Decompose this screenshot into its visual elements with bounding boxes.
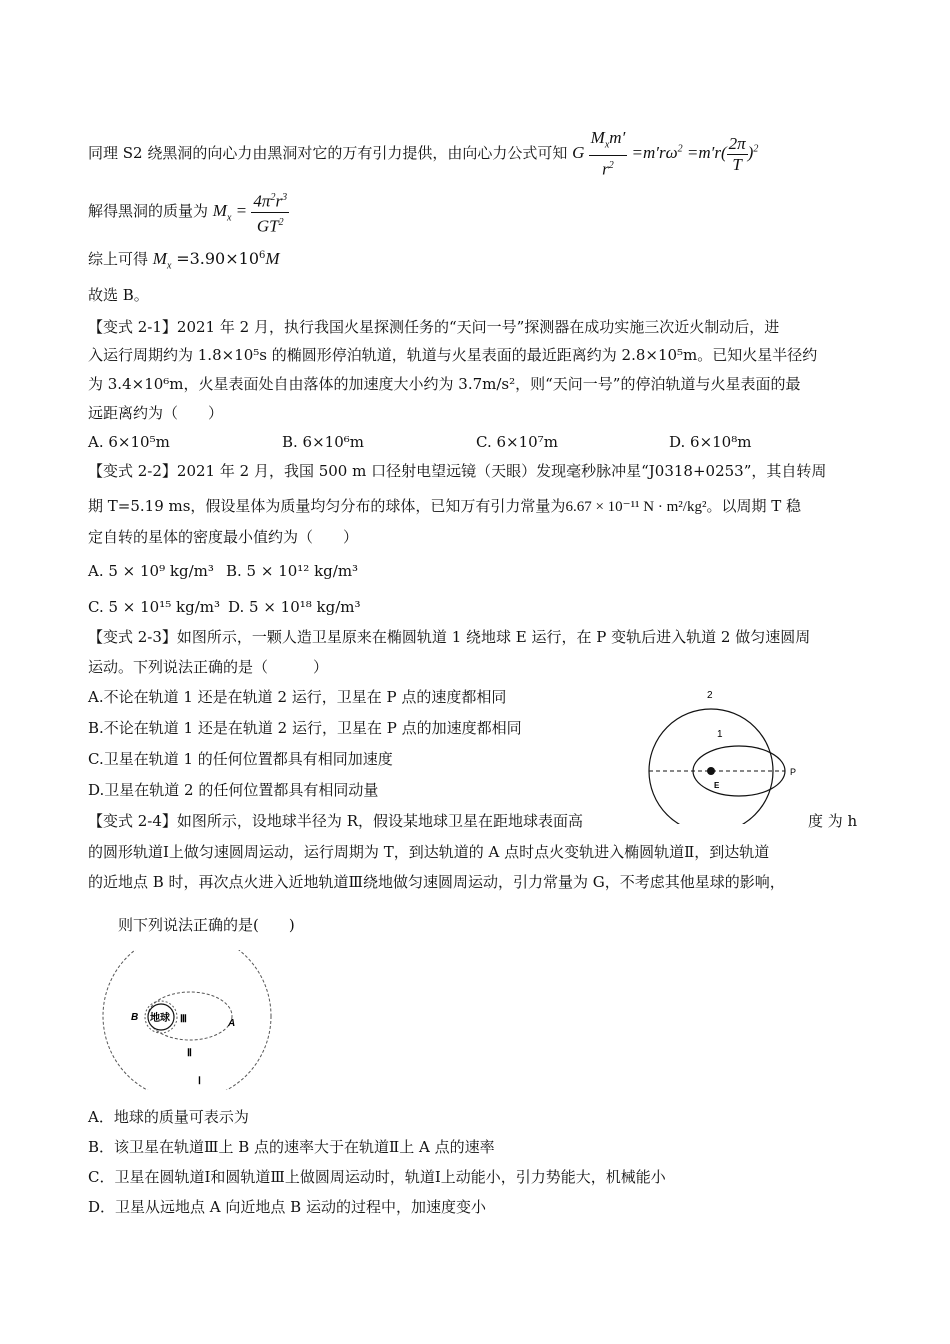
label-earth-e: E — [714, 781, 720, 790]
q24-option-a[interactable]: A．地球的质量可表示为 — [88, 1108, 249, 1126]
label-point-b: B — [131, 1012, 139, 1023]
q24-line1-b: 度 为 h — [808, 812, 858, 830]
text-line — [88, 188, 289, 236]
question-21-line3: 为 3.4×10⁶m，火星表面处自由落体的加速度大小约为 3.7m/s²，则“天问一号”的停泊轨道与火星表面的最 — [88, 375, 801, 393]
text-line — [88, 245, 280, 277]
formula-result: $M_x$ — [152, 249, 172, 272]
formula-mass: $M_x$ = $\frac{4\pi^2r^3}{GT^2}$ — [213, 201, 289, 220]
question-22-line2 — [88, 495, 801, 518]
question-24-line4: 则下列说法正确的是( ) — [118, 916, 295, 934]
q24-option-c[interactable]: C．卫星在圆轨道Ⅰ和圆轨道Ⅲ上做圆周运动时，轨道Ⅰ上动能小，引力势能大，机械能小 — [88, 1168, 666, 1186]
label-orbit-1: 1 — [717, 729, 723, 740]
orbit-I — [103, 950, 271, 1090]
question-23-line2: 运动。下列说法正确的是（ ） — [88, 658, 329, 676]
result-value: =3.90×10 — [176, 249, 259, 268]
label-orbit-2: 2 — [707, 690, 713, 701]
q24-option-b[interactable]: B．该卫星在轨道Ⅲ上 B 点的速率大于在轨道Ⅱ上 A 点的速率 — [88, 1138, 495, 1156]
label-point-p: P — [790, 767, 797, 777]
earth-dot — [707, 767, 715, 775]
circular-orbit-2 — [649, 709, 773, 824]
question-22-line3: 定自转的星体的密度最小值约为（ ） — [88, 528, 359, 546]
orbit-diagram-24 — [92, 950, 272, 1090]
question-21-line2: 入运行周期约为 1.8×10⁵s 的椭圆形停泊轨道，轨道与火星表面的最近距离约为 2.8×10⁵m。已知火星半径约 — [88, 346, 818, 364]
formula-gravity: G $\frac{M_xm'}{r^2}$ $=m'r\omega^2 =m'r$( $\frac{2\pi}{T}$ )$^2$ — [572, 128, 759, 180]
paragraph-text: 解得黑洞的质量为 — [88, 202, 209, 221]
result-exp: 6 — [259, 250, 266, 261]
orbit-diagram-23 — [640, 684, 810, 824]
paragraph-text: 综上可得 — [88, 250, 149, 268]
label-orbit-ii: Ⅱ — [187, 1048, 192, 1059]
question-24-line2: 的圆形轨道Ⅰ上做匀速圆周运动，运行周期为 T，到达轨道的 A 点时点火变轨进入椭圆轨道Ⅱ，到达轨道 — [88, 843, 770, 861]
gravitational-constant: 6.67 × 10⁻¹¹ N · m²/kg² — [565, 499, 707, 515]
paragraph-text: 同理 S2 绕黑洞的向心力由黑洞对它的万有引力提供，由向心力公式可知 — [88, 143, 568, 162]
question-22-line1: 【变式 2-2】2021 年 2 月，我国 500 m 口径射电望远镜（天眼）发现毫秒脉冲星“J0318+0253”，其自转周 — [88, 462, 827, 480]
question-21-line4: 远距离约为（ ） — [88, 404, 224, 422]
q21-option-d[interactable]: D. 6×10⁸m — [669, 433, 752, 451]
question-23-line1: 【变式 2-3】如图所示，一颗人造卫星原来在椭圆轨道 1 绕地球 E 运行，在 P 变轨后进入轨道 2 做匀速圆周 — [88, 628, 811, 646]
question-21-line1: 【变式 2-1】2021 年 2 月，执行我国火星探测任务的“天问一号”探测器在成功实施三次近火制动后，进 — [88, 318, 780, 336]
q21-option-c[interactable]: C. 6×10⁷m — [476, 433, 558, 451]
label-earth: 地球 — [150, 1013, 170, 1024]
q22-option-c[interactable]: C. 5 × 10¹⁵ kg/m³ — [88, 598, 220, 616]
question-24-line3: 的近地点 B 时，再次点火进入近地轨道Ⅲ绕地做匀速圆周运动，引力常量为 G，不考虑其他星球的影响， — [88, 873, 785, 891]
q23-option-b[interactable]: B.不论在轨道 1 还是在轨道 2 运行，卫星在 P 点的加速度都相同 — [88, 719, 522, 737]
q23-option-d[interactable]: D.卫星在轨道 2 的任何位置都具有相同动量 — [88, 781, 379, 799]
q22-option-b[interactable]: B. 5 × 10¹² kg/m³ — [226, 562, 359, 580]
q21-option-a[interactable]: A. 6×10⁵m — [88, 433, 170, 451]
q22-line2-a: 期 T=5.19 ms，假设星体为质量均匀分布的球体，已知万有引力常量为 — [88, 497, 566, 515]
q22-option-d[interactable]: D. 5 × 10¹⁸ kg/m³ — [228, 598, 361, 616]
text-line: 故选 B。 — [88, 286, 149, 304]
q23-option-a[interactable]: A.不论在轨道 1 还是在轨道 2 运行，卫星在 P 点的速度都相同 — [88, 688, 507, 706]
q22-option-a[interactable]: A. 5 × 10⁹ kg/m³ — [88, 562, 214, 580]
q24-option-d[interactable]: D．卫星从远地点 A 向近地点 B 运动的过程中，加速度变小 — [88, 1198, 486, 1216]
label-point-a: A — [228, 1018, 236, 1029]
question-24-line1 — [88, 810, 583, 832]
text-line — [88, 128, 758, 180]
q24-line1-a: 【变式 2-4】如图所示，设地球半径为 R，假设某地球卫星在距地球表面高 — [88, 812, 583, 830]
label-orbit-i: Ⅰ — [198, 1076, 201, 1087]
q23-option-c[interactable]: C.卫星在轨道 1 的任何位置都具有相同加速度 — [88, 750, 393, 768]
result-unit: M — [265, 249, 280, 268]
q21-option-b[interactable]: B. 6×10⁶m — [282, 433, 364, 451]
q22-line2-c: 。以周期 T 稳 — [706, 497, 802, 515]
label-orbit-iii: Ⅲ — [180, 1014, 187, 1025]
